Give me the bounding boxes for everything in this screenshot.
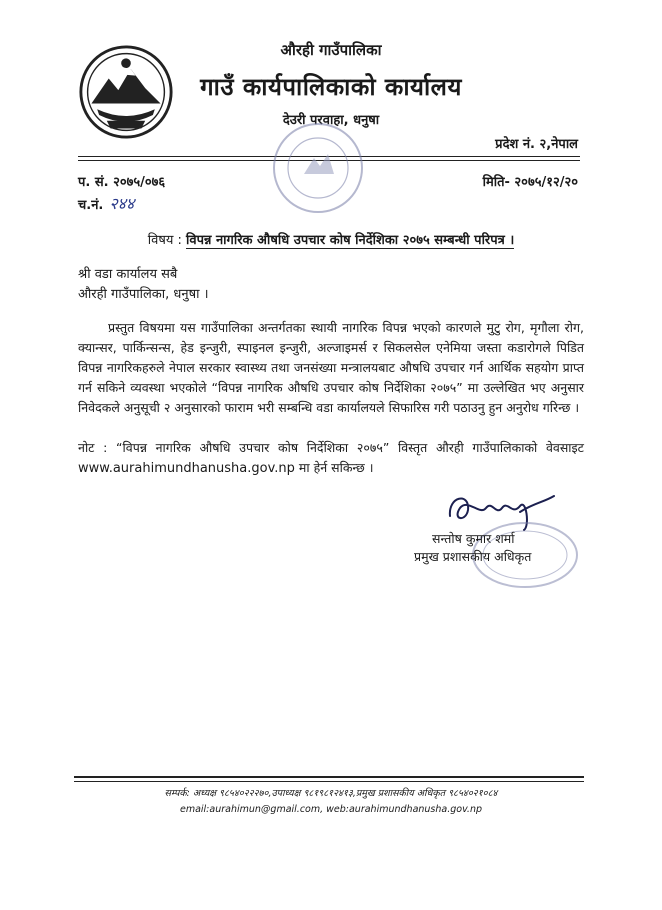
note-prefix: नोट : “विपन्न नागरिक औषधि उपचार कोष निर्देशिका २०७५” विस्तृत औरही गाउँपालिकाको वेवसाइट — [78, 440, 584, 455]
recipient-line-2: औरही गाउँपालिका, धनुषा । — [78, 287, 209, 302]
subject-line — [0, 230, 662, 248]
website-link[interactable]: www.aurahimundhanusha.gov.np — [78, 461, 295, 476]
note-paragraph — [78, 438, 584, 479]
reference-number: प. सं. २०७५/०७६ — [78, 175, 166, 190]
municipality-name: औरही गाउँपालिका — [280, 41, 382, 59]
footer-email-web: email:aurahimun@gmail.com, web:aurahimundhanusha.gov.np — [179, 804, 483, 815]
note-suffix: मा हेर्न सकिन्छ । — [298, 460, 374, 475]
signatory-name: सन्तोष कुमार शर्मा — [432, 531, 515, 546]
footer-divider-thin — [74, 781, 584, 782]
office-stamp — [268, 118, 368, 218]
signatory-title: प्रमुख प्रशासकीय अधिकृत — [414, 549, 532, 564]
footer-divider — [74, 776, 584, 778]
body-paragraph: प्रस्तुत विषयमा यस गाउँपालिका अन्तर्गतका स्थायी नागरिक विपन्न भएको कारणले मुटु रोग, मृगौला रोग, क्यान्सर, पार्किन्सन्स, हेड इन्जुरी, स्पाइनल इन्जुरी, अल्जाइमर्स र सिकलसेल एनेमिया जस्ता कडारोगले पिडित विपन्न नागरिकहरुले नेपाल सरकार स्वास्थ्य तथा जनसंख्या मन्त्रालयबाट औषधि उपचार गर्न आर्थिक सहयोग प्राप्त गर्न सकिने व्यवस्था भएकोले “विपन्न नागरिक औषधि उपचार कोष निर्देशिका २०७५” मा उल्लेखित भए अनुसार निवेदकले अनुसूची २ अनुसारको फाराम भरी सम्बन्धि वडा कार्यालयले सिफारिस गरी पठाउनु हुन अनुरोध गरिन्छ । — [78, 320, 584, 415]
subject-label: विषय : — [147, 233, 182, 248]
office-title: गाउँ कार्यपालिकाको कार्यालय — [200, 73, 462, 101]
dispatch-number-value: २४४ — [109, 194, 135, 213]
office-location: देउरी परवाहा, धनुषा — [282, 113, 380, 128]
letter-date: मिति- २०७५/१२/२० — [482, 175, 578, 190]
dispatch-number-label: च.नं. — [78, 198, 104, 213]
footer-contact: सम्पर्क: अध्यक्ष ९८५४०२२२७०,उपाध्यक्ष ९८१९८१२४१३,प्रमुख प्रशासकीय अधिकृत ९८५४०२१०८४ — [164, 788, 498, 799]
dispatch-number — [78, 192, 134, 214]
recipient-line-1: श्री वडा कार्यालय सबै — [78, 267, 178, 282]
province-label: प्रदेश नं. २,नेपाल — [495, 137, 578, 152]
subject-text: विपन्न नागरिक औषधि उपचार कोष निर्देशिका २०७५ सम्बन्धी परिपत्र । — [186, 233, 515, 248]
